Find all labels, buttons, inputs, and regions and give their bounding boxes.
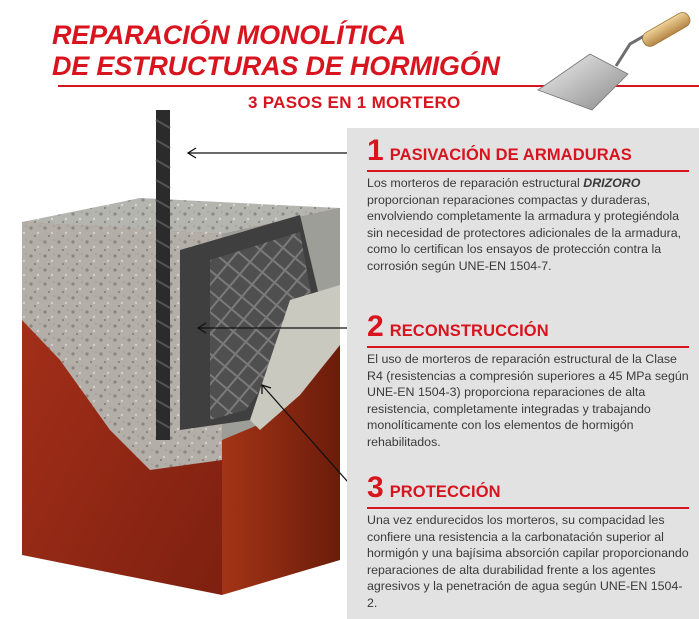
title-line-2: DE ESTRUCTURAS DE HORMIGÓN	[52, 51, 500, 81]
step-1	[367, 136, 689, 274]
step-number: 1	[367, 134, 384, 167]
step-2	[367, 312, 689, 450]
step-number: 3	[367, 471, 384, 504]
step-divider	[367, 170, 689, 172]
step-body: El uso de morteros de reparación estructural de la Clase R4 (resistencias a compresión superiores a 45 MPa según UNE-EN 1504-3) proporciona reparaciones de alta resistencia, completamente integradas y trabajando monolíticamente con los elementos de hormigón rehabilitados.	[367, 352, 689, 449]
trowel-icon	[532, 2, 697, 114]
page-title	[52, 20, 500, 82]
step-title: RECONSTRUCCIÓN	[389, 322, 549, 340]
page-subtitle: 3 PASOS EN 1 MORTERO	[248, 93, 461, 112]
brand-name: DRIZORO	[583, 176, 641, 190]
title-line-1: REPARACIÓN MONOLÍTICA	[52, 20, 406, 50]
step-number: 2	[367, 310, 384, 343]
step-3	[367, 473, 689, 611]
concrete-block-illustration	[0, 98, 360, 619]
step-divider	[367, 507, 689, 509]
step-title: PROTECCIÓN	[389, 483, 501, 501]
step-body: Una vez endurecidos los morteros, su compacidad les confiere una resistencia a la carbonatación superior al hormigón y una bajísima absorción capilar proporcionando reparaciones de alta durabilidad frente a los agentes agresivos y la penetración de agua según UNE-EN 1504-2.	[367, 513, 689, 610]
rebar	[156, 110, 170, 440]
step-title: PASIVACIÓN DE ARMADURAS	[389, 146, 632, 164]
step-body: Los morteros de reparación estructural DRIZORO proporcionan reparaciones compactas y duraderas, envolviendo completamente la armadura y protegiéndola sin necesidad de protectores adicionales de la armadura, como lo certifican los ensayos de protección contra la corrosión según UNE-EN 1504-7.	[367, 176, 682, 273]
step-divider	[367, 346, 689, 348]
